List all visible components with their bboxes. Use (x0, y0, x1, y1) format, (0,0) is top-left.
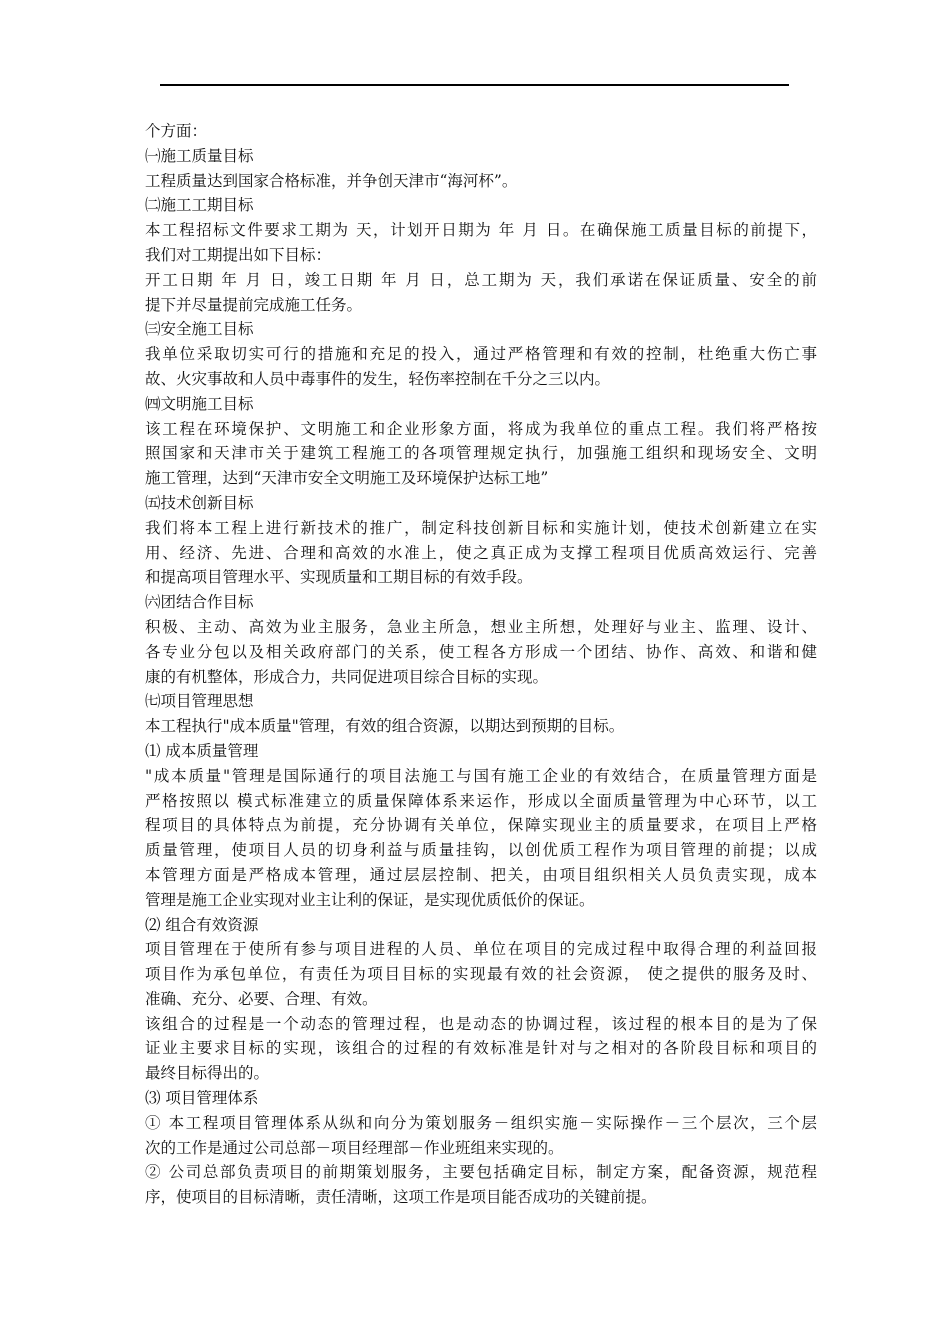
section-heading: ⑵ 组合有效资源 (145, 915, 259, 934)
section-heading: ㈢安全施工目标 (145, 320, 254, 339)
body-line: 程项目的具体特点为前提，充分协调有关单位，保障实现业主的质量要求，在项目上严格 (145, 816, 817, 835)
body-line: 我单位采取切实可行的措施和充足的投入，通过严格管理和有效的控制，杜绝重大伤亡事 (145, 345, 817, 364)
body-line: 最终目标得出的。 (145, 1064, 270, 1083)
body-line: 和提高项目管理水平、实现质量和工期目标的有效手段。 (145, 568, 533, 587)
document-body (145, 119, 817, 1210)
body-line: 开工日期 年 月 日，竣工日期 年 月 日，总工期为 天，我们承诺在保证质量、安全的前 (145, 270, 817, 289)
section-heading: ⑶ 项目管理体系 (145, 1089, 259, 1108)
body-line: 工程质量达到国家合格标准，并争创天津市“海河杯”。 (145, 171, 518, 190)
body-line: 准确、充分、必要、合理、有效。 (145, 989, 378, 1008)
body-line: 各专业分包以及相关政府部门的关系，使工程各方形成一个团结、协作、高效、和谐和健 (145, 642, 817, 661)
body-line: 序，使项目的目标清晰，责任清晰，这项工作是项目能否成功的关键前提。 (145, 1188, 657, 1207)
section-heading: ㈥团结合作目标 (145, 593, 254, 612)
body-line: ① 本工程项目管理体系从纵和向分为策划服务－组织实施－实际操作－三个层次，三个层 (145, 1113, 817, 1132)
body-line: 本工程招标文件要求工期为 天，计划开日期为 年 月 日。在确保施工质量目标的前提下， (145, 221, 817, 240)
section-heading: ㈤技术创新目标 (145, 493, 254, 512)
body-line: 项目作为承包单位，有责任为项目目标的实现最有效的社会资源， 使之提供的服务及时、 (145, 965, 817, 984)
body-line: 证业主要求目标的实现，该组合的过程的有效标准是针对与之相对的各阶段目标和项目的 (145, 1039, 817, 1058)
body-line: 康的有机整体，形成合力，共同促进项目综合目标的实现。 (145, 667, 549, 686)
body-line: 该工程在环境保护、文明施工和企业形象方面，将成为我单位的重点工程。我们将严格按 (145, 419, 817, 438)
body-line: 照国家和天津市关于建筑工程施工的各项管理规定执行，加强施工组织和现场安全、文明 (145, 444, 817, 463)
body-line: 提下并尽量提前完成施工任务。 (145, 295, 363, 314)
body-line: 故、火灾事故和人员中毒事件的发生，轻伤率控制在千分之三以内。 (145, 369, 611, 388)
body-line: 积极、主动、高效为业主服务，急业主所急，想业主所想，处理好与业主、监理、设计、 (145, 617, 817, 636)
body-line: ② 公司总部负责项目的前期策划服务，主要包括确定目标，制定方案，配备资源，规范程 (145, 1163, 817, 1182)
section-heading: ⑴ 成本质量管理 (145, 741, 259, 760)
section-heading: ㈡施工工期目标 (145, 196, 254, 215)
body-line: 该组合的过程是一个动态的管理过程，也是动态的协调过程，该过程的根本目的是为了保 (145, 1014, 817, 1033)
body-line: 严格按照以 模式标准建立的质量保障体系来运作，形成以全面质量管理为中心环节，以工 (145, 791, 817, 810)
body-line: 个方面： (145, 122, 208, 140)
body-line: 我们对工期提出如下目标： (145, 245, 332, 264)
header-rule (160, 84, 789, 86)
body-line: 我们将本工程上进行新技术的推广，制定科技创新目标和实施计划，使技术创新建立在实 (145, 518, 817, 537)
body-line: 项目管理在于使所有参与项目进程的人员、单位在项目的完成过程中取得合理的利益回报 (145, 940, 817, 959)
body-line: 质量管理，使项目人员的切身利益与质量挂钩，以创优质工程作为项目管理的前提；以成 (145, 841, 817, 860)
body-line: 用、经济、先进、合理和高效的水准上，使之真正成为支撑工程项目优质高效运行、完善 (145, 543, 817, 562)
body-line: 本管理方面是严格成本管理，通过层层控制、把关，由项目组织相关人员负责实现，成本 (145, 865, 817, 884)
section-heading: ㈣文明施工目标 (145, 394, 254, 413)
body-line: "成本质量"管理是国际通行的项目法施工与国有施工企业的有效结合，在质量管理方面是 (145, 766, 817, 785)
section-heading: ㈠施工质量目标 (145, 146, 254, 165)
body-line: 本工程执行"成本质量"管理，有效的组合资源，以期达到预期的目标。 (145, 717, 625, 736)
body-line: 次的工作是通过公司总部－项目经理部－作业班组来实现的。 (145, 1138, 564, 1157)
body-line: 施工管理，达到“天津市安全文明施工及环境保护达标工地” (145, 469, 549, 488)
body-line: 管理是施工企业实现对业主让利的保证，是实现优质低价的保证。 (145, 890, 595, 909)
section-heading: ㈦项目管理思想 (145, 692, 254, 711)
